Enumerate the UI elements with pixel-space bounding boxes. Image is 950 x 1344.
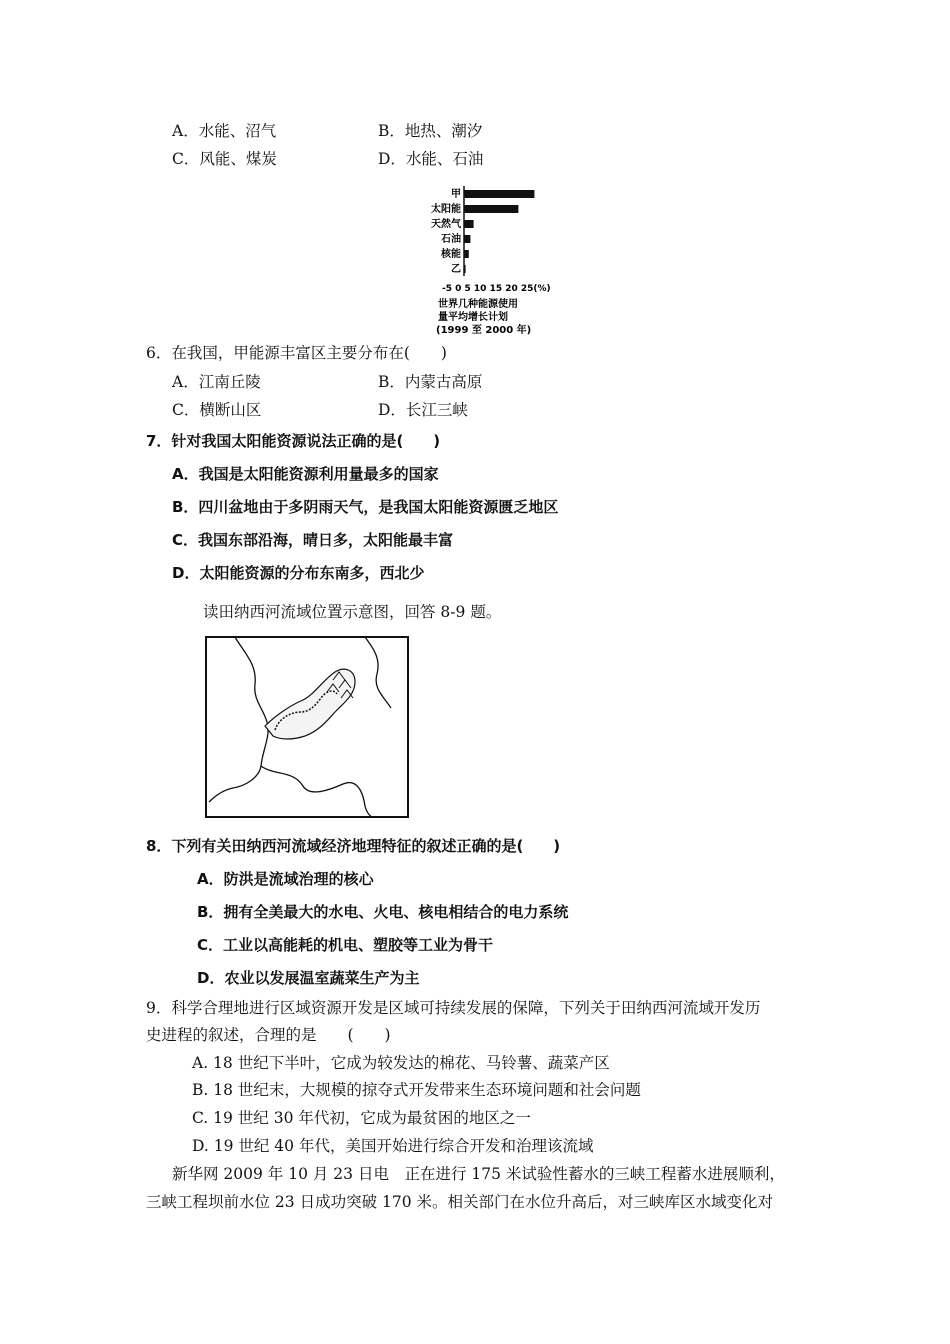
q9-option-a: A. 18 世纪下半叶，它成为较发达的棉花、马铃薯、蔬菜产区 [192, 1054, 610, 1072]
chart-category-label: 乙 [451, 264, 461, 275]
q5-option-d: D．水能、石油 [378, 150, 484, 168]
chart-bar [464, 190, 534, 198]
q8-stem: 8．下列有关田纳西河流域经济地理特征的叙述正确的是( ) [146, 837, 561, 855]
tennessee-basin-map [205, 636, 409, 818]
q6-option-b: B．内蒙古高原 [378, 373, 483, 391]
q6-stem: 6．在我国，甲能源丰富区主要分布在( ) [146, 344, 447, 362]
chart-xlabel: -5 0 5 10 15 20 25(%) [442, 284, 551, 294]
q6-option-d: D．长江三峡 [378, 401, 468, 419]
q5-option-a: A．水能、沼气 [172, 122, 277, 140]
chart-category-label: 天然气 [431, 219, 461, 230]
q9-option-d: D. 19 世纪 40 年代，美国开始进行综合开发和治理该流域 [192, 1137, 594, 1155]
chart-caption-2: 量平均增长计划 [438, 312, 508, 323]
q6-option-c: C．横断山区 [172, 401, 262, 419]
chart-bar [464, 205, 518, 213]
q5-option-c: C．风能、煤炭 [172, 150, 277, 168]
q8-option-b: B．拥有全美最大的水电、火电、核电相结合的电力系统 [197, 903, 569, 921]
q7-option-d: D．太阳能资源的分布东南多，西北少 [172, 564, 425, 582]
q6-option-a: A．江南丘陵 [172, 373, 261, 391]
q8-option-a: A．防洪是流域治理的核心 [197, 870, 374, 888]
energy-growth-chart [420, 180, 570, 340]
q9-option-b: B. 18 世纪末，大规模的掠夺式开发带来生态环境问题和社会问题 [192, 1081, 641, 1099]
chart-category-label: 甲 [451, 189, 461, 200]
q5-option-b: B．地热、潮汐 [378, 122, 483, 140]
chart-category-label: 太阳能 [431, 204, 461, 215]
map-intro: 读田纳西河流域位置示意图，回答 8-9 题。 [203, 603, 502, 621]
q9-stem-line2: 史进程的叙述，合理的是 ( ) [146, 1026, 391, 1044]
chart-caption-1: 世界几种能源使用 [438, 299, 518, 310]
chart-category-label: 核能 [441, 249, 461, 260]
q8-option-c: C．工业以高能耗的机电、塑胶等工业为骨干 [197, 936, 494, 954]
chart-bar [464, 235, 470, 243]
news-line2: 三峡工程坝前水位 23 日成功突破 170 米。相关部门在水位升高后，对三峡库区水域变化对 [146, 1193, 774, 1211]
chart-bar [464, 220, 474, 228]
q7-option-c: C．我国东部沿海，晴日多，太阳能最丰富 [172, 531, 454, 549]
q7-option-a: A．我国是太阳能资源利用量最多的国家 [172, 465, 439, 483]
news-line1: 新华网 2009 年 10 月 23 日电 正在进行 175 米试验性蓄水的三峡工程蓄水进展顺利， [172, 1165, 785, 1183]
q9-option-c: C. 19 世纪 30 年代初，它成为最贫困的地区之一 [192, 1109, 531, 1127]
q9-stem-line1: 9．科学合理地进行区域资源开发是区域可持续发展的保障，下列关于田纳西河流域开发历 [146, 999, 761, 1017]
chart-category-label: 石油 [441, 234, 461, 245]
q8-option-d: D．农业以发展温室蔬菜生产为主 [197, 969, 420, 987]
q7-stem: 7．针对我国太阳能资源说法正确的是( ) [146, 432, 441, 450]
chart-caption-3: (1999 至 2000 年) [436, 325, 532, 336]
q7-option-b: B．四川盆地由于多阴雨天气，是我国太阳能资源匮乏地区 [172, 498, 559, 516]
